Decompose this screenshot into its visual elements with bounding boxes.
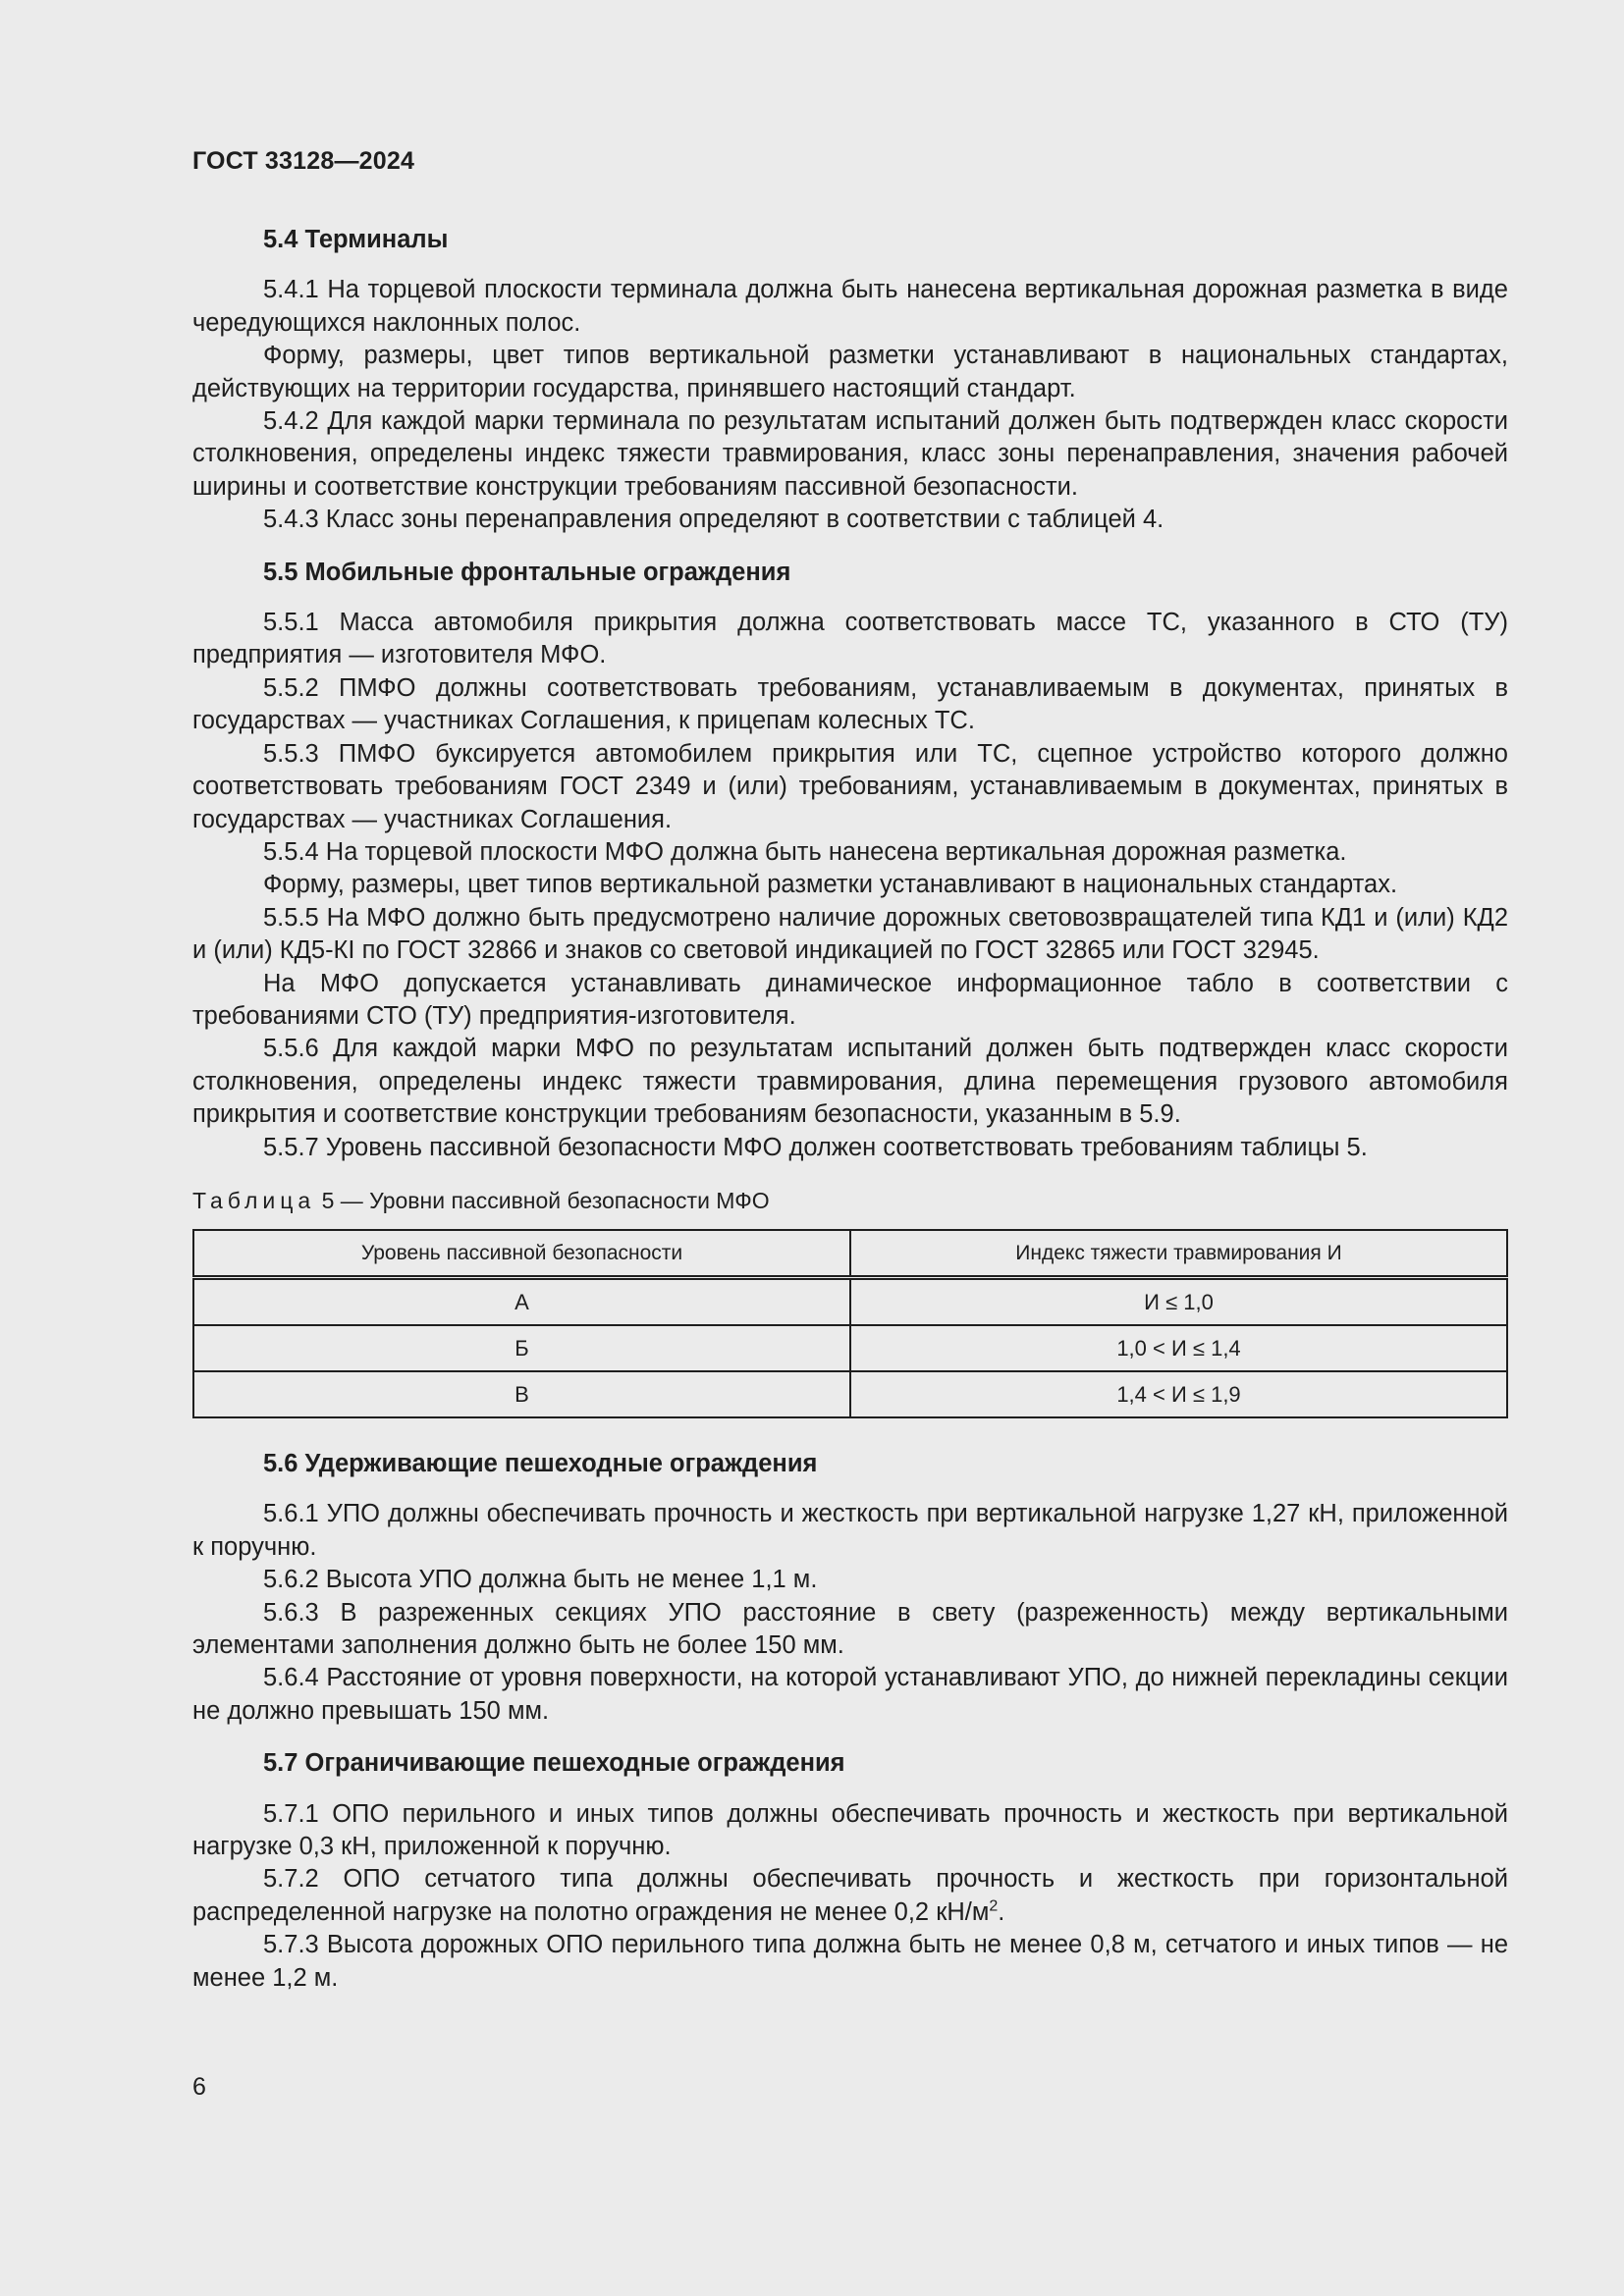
- table-caption-title: 5 — Уровни пассивной безопасности МФО: [321, 1187, 770, 1213]
- table-cell: 1,4 < И ≤ 1,9: [850, 1371, 1507, 1417]
- document-body: [192, 224, 1508, 1995]
- paragraph-5-7-2-end: .: [998, 1897, 1005, 1926]
- paragraph-5-5-4-cont: Форму, размеры, цвет типов вертикальной разметки устанавливают в национальных стандартах.: [263, 871, 1398, 899]
- standard-code-header: ГОСТ 33128—2024: [192, 147, 415, 175]
- table-cell: А: [193, 1277, 850, 1325]
- table-row: [193, 1325, 1507, 1371]
- paragraph-5-6-1: 5.6.1 УПО должны обеспечивать прочность и жесткость при вертикальной нагрузке 1,27 кН, приложенной к поручню.: [192, 1500, 1508, 1561]
- paragraph-5-4-1-cont: Форму, размеры, цвет типов вертикальной разметки устанавливают в национальных стандартах, действующих на территории государства, принявшего настоящий стандарт.: [192, 342, 1508, 402]
- table-cell: 1,0 < И ≤ 1,4: [850, 1325, 1507, 1371]
- paragraph-5-5-3: 5.5.3 ПМФО буксируется автомобилем прикрытия или ТС, сцепное устройство которого должно соответствовать требованиям ГОСТ 2349 и (или) требованиям, устанавливаемым в документах, принятых в государствах — участниках Соглашения.: [192, 739, 1508, 833]
- paragraph-5-7-1: 5.7.1 ОПО перильного и иных типов должны обеспечивать прочность и жесткость при вертикальной нагрузке 0,3 кН, приложенной к поручню.: [192, 1799, 1508, 1861]
- table-header-row: [193, 1230, 1507, 1278]
- paragraph-5-5-4: 5.5.4 На торцевой плоскости МФО должна быть нанесена вертикальная дорожная разметка.: [263, 837, 1347, 866]
- section-heading-5-5: 5.5 Мобильные фронтальные ограждения: [263, 558, 791, 586]
- paragraph-5-5-5-cont: На МФО допускается устанавливать динамическое информационное табло в соответствии с требованиями СТО (ТУ) предприятия-изготовителя.: [192, 969, 1508, 1030]
- paragraph-5-7-3: 5.7.3 Высота дорожных ОПО перильного типа должна быть не менее 0,8 м, сетчатого и иных типов — не менее 1,2 м.: [192, 1931, 1508, 1992]
- table-header-cell: Индекс тяжести травмирования И: [850, 1230, 1507, 1278]
- table-caption: [192, 1186, 1508, 1215]
- paragraph-5-6-2: 5.6.2 Высота УПО должна быть не менее 1,1 м.: [263, 1566, 818, 1594]
- superscript-exponent: 2: [989, 1897, 999, 1915]
- paragraph-5-5-1: 5.5.1 Масса автомобиля прикрытия должна соответствовать массе ТС, указанного в СТО (ТУ) предприятия — изготовителя МФО.: [192, 609, 1508, 669]
- paragraph-5-4-3: 5.4.3 Класс зоны перенаправления определяют в соответствии с таблицей 4.: [263, 506, 1164, 534]
- paragraph-5-5-5: 5.5.5 На МФО должно быть предусмотрено наличие дорожных световозвращателей типа КД1 и (или) КД2 и (или) КД5-КI по ГОСТ 32866 и знаков со световой индикацией по ГОСТ 32865 или ГОСТ 32945.: [192, 903, 1508, 965]
- paragraph-5-7-2: [192, 1863, 1508, 1929]
- section-heading-5-7: 5.7 Ограничивающие пешеходные ограждения: [263, 1749, 845, 1778]
- table-caption-label: Таблица: [192, 1187, 316, 1213]
- page-number: 6: [192, 2073, 206, 2101]
- paragraph-5-5-7: 5.5.7 Уровень пассивной безопасности МФО должен соответствовать требованиям таблицы 5.: [263, 1133, 1368, 1161]
- table-cell: В: [193, 1371, 850, 1417]
- section-heading-5-4: 5.4 Терминалы: [263, 226, 449, 253]
- paragraph-5-4-2: 5.4.2 Для каждой марки терминала по результатам испытаний должен быть подтвержден класс скорости столкновения, определены индекс тяжести травмирования, класс зоны перенаправления, значения рабочей ширины и соответствие конструкции требованиям пассивной безопасности.: [192, 407, 1508, 501]
- table-row: [193, 1371, 1507, 1417]
- table-header-cell: Уровень пассивной безопасности: [193, 1230, 850, 1278]
- paragraph-5-6-3: 5.6.3 В разреженных секциях УПО расстояние в свету (разреженность) между вертикальными элементами заполнения должно быть не более 150 мм.: [192, 1598, 1508, 1659]
- paragraph-5-5-2: 5.5.2 ПМФО должны соответствовать требованиям, устанавливаемым в документах, принятых в государствах — участниках Соглашения, к прицепам колесных ТС.: [192, 673, 1508, 735]
- table-row: [193, 1277, 1507, 1325]
- table-cell: Б: [193, 1325, 850, 1371]
- table-cell: И ≤ 1,0: [850, 1277, 1507, 1325]
- passive-safety-table: [192, 1229, 1508, 1418]
- paragraph-5-5-6: 5.5.6 Для каждой марки МФО по результатам испытаний должен быть подтвержден класс скорости столкновения, определены индекс тяжести травмирования, длина перемещения грузового автомобиля прикрытия и соответствие конструкции требованиям безопасности, указанным в 5.9.: [192, 1035, 1508, 1129]
- paragraph-5-6-4: 5.6.4 Расстояние от уровня поверхности, на которой устанавливают УПО, до нижней перекладины секции не должно превышать 150 мм.: [192, 1664, 1508, 1725]
- paragraph-5-7-2-text: 5.7.2 ОПО сетчатого типа должны обеспечивать прочность и жесткость при горизонтальной распределенной нагрузке на полотно ограждения не менее 0,2 кН/м: [192, 1865, 1508, 1926]
- paragraph-5-4-1: 5.4.1 На торцевой плоскости терминала должна быть нанесена вертикальная дорожная разметка в виде чередующихся наклонных полос.: [192, 276, 1508, 337]
- section-heading-5-6: 5.6 Удерживающие пешеходные ограждения: [263, 1449, 818, 1477]
